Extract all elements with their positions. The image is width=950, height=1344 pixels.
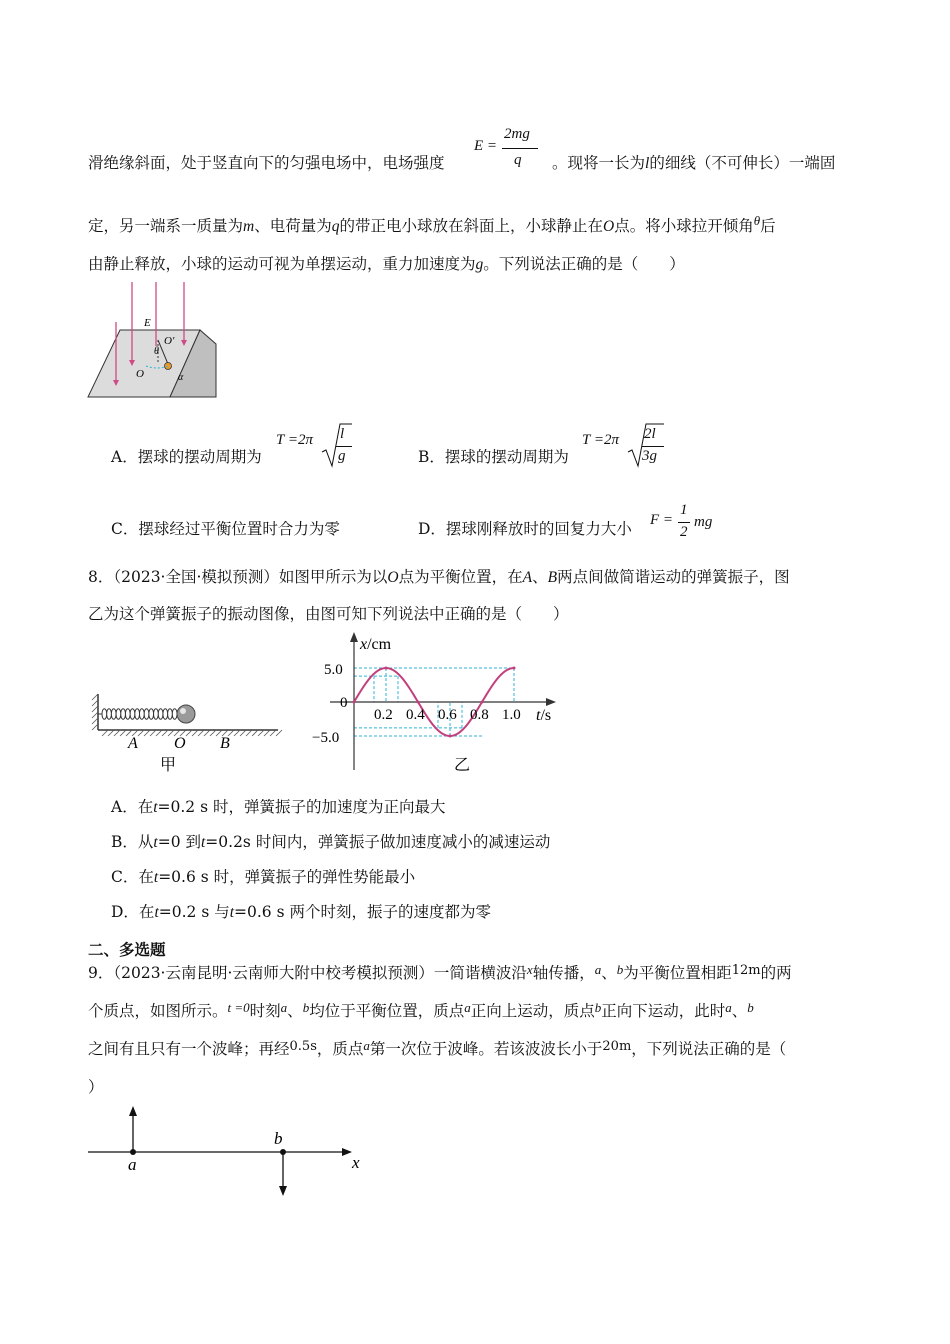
q7-text: 。现将一长为 [552,154,646,172]
label-o: O [174,735,186,752]
q7-text: 定，另一端系一质量为 [88,217,244,235]
var-theta: θ [753,213,761,228]
label-b: b [274,1129,283,1148]
q9-text: ） [88,1078,104,1096]
q8-line-2 [88,603,569,625]
var-a: a [280,1000,288,1015]
formula-numerator: l [340,426,345,442]
fraction-bar [502,148,538,149]
y-axis-label: x/cm [360,636,392,653]
q7-line-3 [88,253,685,276]
wave-particles-figure [88,1104,378,1200]
formula-lhs: E = [474,138,498,154]
restoring-force-formula [650,502,720,548]
var-g: g [475,256,484,273]
y-tick-label: −5.0 [312,730,340,746]
ball-highlight [180,708,186,714]
q8-text: 两点间做简谐运动的弹簧振子，图 [557,568,790,586]
caption-yi: 乙 [454,755,471,774]
q7-text: 。下列说法正确的是（ ） [483,255,685,273]
spring-oscillator-figure [92,690,292,776]
oscillator-ball [177,705,195,723]
option-text: =0.6 s 时，弹簧振子的弹性势能最小 [158,868,416,886]
q9-text: 、 [287,1002,303,1020]
data-point [417,701,420,704]
incline-pendulum-figure [88,282,248,402]
formula-numerator: 2mg [504,126,530,142]
label-e: E [144,317,151,329]
x-tick-label: 0.6 [438,707,457,723]
q8-option-c[interactable] [111,866,415,889]
var-t: t [153,869,159,886]
formula-denominator: q [514,152,522,168]
option-label: B．摆球的摆动周期为 [418,448,569,466]
label-o: O [136,368,144,380]
q7-option-b[interactable] [418,446,569,468]
q8-text: 、 [532,568,548,586]
fraction-bar [336,446,352,447]
label-theta: θ [154,346,159,357]
q7-text: 、电荷量为 [254,217,332,235]
q8-text: 8．（2023·全国·模拟预测）如图甲所示为以 [88,568,388,586]
q7-text: 的带正电小球放在斜面上，小球静止在 [339,217,603,235]
option-text: C．在 [111,868,154,886]
label-b: B [220,735,230,752]
q9-text: 正向上运动，质点 [470,1002,595,1020]
x-axis-arrow [546,698,556,706]
option-text: =0.2 s 与 [158,903,230,921]
wavelength-value: 20m [602,1039,632,1054]
x-tick-label: 0.8 [470,707,489,723]
var-m: m [243,218,255,235]
data-point [385,667,388,670]
var-t: t [229,904,235,921]
q9-text: 、 [731,1002,748,1020]
var-o: O [603,218,615,235]
formula-denominator: g [338,448,346,464]
q9-text: 之间有且只有一个波峰；再经 [88,1040,290,1058]
section-heading: 二、多选题 [88,940,166,959]
var-b: b [594,1000,602,1015]
q7-text: 滑绝缘斜面，处于竖直向下的匀强电场中，电场强度 [88,154,445,172]
q9-text: ，质点 [316,1040,364,1058]
var-a: A [522,569,533,586]
option-text: D．在 [111,903,155,921]
option-text: A．在 [111,798,154,816]
option-text: =0.2 s 时，弹簧振子的加速度为正向最大 [157,798,446,816]
option-label: C．摆球经过平衡位置时合力为零 [111,520,340,538]
label-x: x [352,1153,360,1172]
q8-option-b[interactable] [111,831,550,854]
q9-line-4 [88,1076,104,1098]
q9-text: ，下列说法正确的是（ [631,1040,787,1058]
q7-text: 的细线（不可伸长）一端固 [649,154,836,172]
formula-numerator: 1 [680,502,688,518]
var-b: B [547,569,558,586]
period-formula-a [276,422,356,472]
q9-text: 均位于平衡位置，质点 [309,1002,465,1020]
var-a: a [594,962,602,977]
q7-text: 后 [760,217,776,235]
q9-text: 个质点，如图所示。 [88,1002,228,1020]
y-axis-arrow [350,632,358,642]
label-a: a [128,1155,137,1174]
var-b: b [302,1000,310,1015]
q7-line-1 [88,152,445,174]
q9-text: 、 [601,964,617,982]
label-alpha: α [178,372,184,383]
fraction-bar [642,446,664,447]
q7-option-d[interactable] [418,518,632,540]
option-text: =0 到 [157,833,201,851]
var-t: t [200,834,206,851]
distance-value: 12m [731,963,761,978]
formula-lhs: T =2π [582,432,619,448]
data-point [353,701,356,704]
time-value: 0.5s [289,1039,317,1054]
var-a: a [725,1000,732,1015]
arrowhead-up [129,1106,137,1116]
q8-option-d[interactable] [111,901,491,924]
time-zero: t =0 [227,1000,250,1015]
option-text: B．从 [111,833,154,851]
q7-line-2 [88,215,776,238]
label-a: A [128,735,138,752]
period-formula-b [582,422,672,472]
var-x: x [526,962,533,977]
q9-text: 9．（2023·云南昆明·云南师大附中校考模拟预测）一简谐横波沿 [88,964,527,982]
y-tick-label: 5.0 [324,662,343,678]
pendulum-ball [165,363,172,370]
formula-denominator: 3g [642,448,657,464]
x-axis-arrow [342,1148,352,1156]
var-a: a [464,1000,471,1015]
q9-text: 时刻 [249,1002,281,1020]
option-label: D．摆球刚释放时的回复力大小 [418,520,632,538]
var-q: q [331,218,340,235]
q9-line-3 [88,1038,786,1062]
x-tick-label: 1.0 [502,707,521,723]
var-a: a [363,1038,370,1053]
q8-line-1 [88,566,790,589]
q8-option-a[interactable] [111,796,445,819]
var-b: b [616,962,624,977]
q9-text: 第一次位于波峰。若该波波长小于 [369,1040,603,1058]
arrowhead-down [279,1186,287,1196]
data-point [449,735,452,738]
data-point [513,667,516,670]
formula-tail: mg [694,514,713,530]
option-text: =0.6 s 两个时刻，振子的速度都为零 [234,903,491,921]
q9-line-2 [88,1000,754,1023]
formula-denominator: 2 [680,524,688,540]
caption-jia: 甲 [160,755,177,774]
var-t: t [153,799,158,816]
q8-text: 乙为这个弹簧振子的振动图像，由图可知下列说法中正确的是（ ） [88,605,569,623]
tick-labels [312,662,521,746]
q7-option-a[interactable] [111,446,262,468]
q9-line-1 [88,962,792,986]
formula-lhs: T =2π [276,432,313,448]
data-point [481,701,484,704]
label-o-prime: O′ [164,335,175,347]
e-field-formula [474,126,544,176]
option-label: A．摆球的摆动周期为 [111,448,262,466]
spring [98,709,178,720]
fraction-bar [678,522,690,523]
x-tick-label: 0.2 [374,707,393,723]
q7-option-c[interactable] [111,518,340,540]
x-axis-label: t/s [536,707,552,724]
var-t: t [153,834,158,851]
q7-text: 点。将小球拉开倾角 [614,217,754,235]
q7-text: 由静止释放，小球的运动可视为单摆运动，重力加速度为 [88,255,476,273]
vibration-graph [310,630,570,775]
q8-text: 点为平衡位置，在 [398,568,523,586]
var-o: O [387,569,399,586]
formula-lhs: F = [650,512,674,528]
q9-text: 为平衡位置相距 [623,964,732,982]
q9-text: 的两 [760,964,792,982]
var-t: t [154,904,159,921]
var-l: l [645,155,650,172]
q7-line-1b [552,152,835,175]
var-b: b [747,1000,754,1015]
q9-text: 正向下运动，此时 [601,1002,726,1020]
formula-numerator: 2l [644,426,656,442]
x-tick-label: 0.4 [406,707,425,723]
q9-text: 轴传播， [532,964,595,982]
option-text: =0.2s 时间内，弹簧振子做加速度减小的减速运动 [205,833,551,851]
y-tick-label: 0 [340,695,348,711]
wall-hatch [92,694,98,730]
